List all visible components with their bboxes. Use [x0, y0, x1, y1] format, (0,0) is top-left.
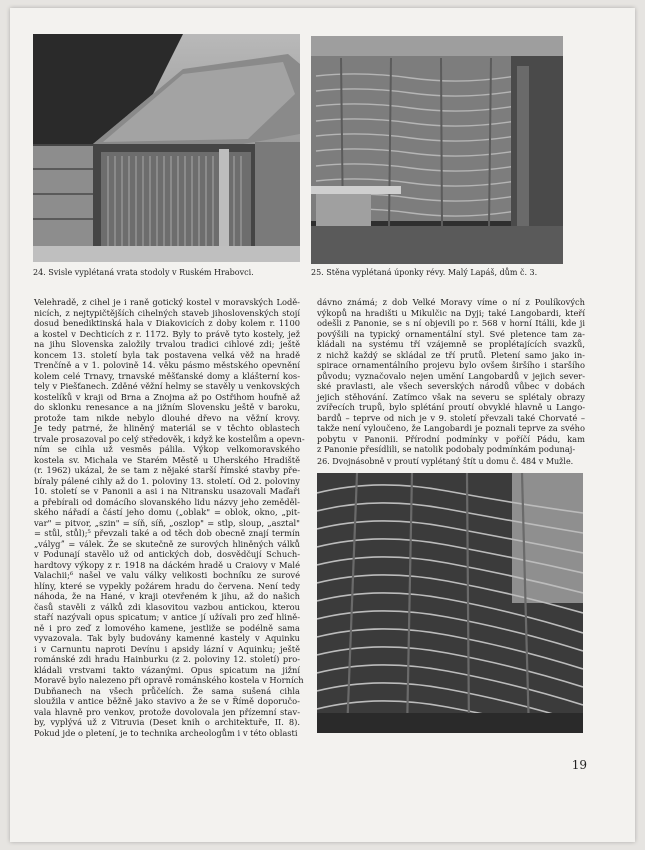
text-line: nicích, z nejtypičtějších cihelných staveb jihoslovenských stojí: [34, 307, 300, 318]
text-line: kolem celé Trnavy, trnavské měšťanské domy a klášterní kos-: [34, 370, 300, 381]
woven-gable-image: [317, 473, 583, 733]
text-line: hardtovy výkopy z r. 1918 na dáckém hradě u Craiovy v Malé: [34, 559, 300, 570]
text-line: zvířecích trupů, bylo splétání proutí obvyklé hlavně u Lango-: [317, 402, 585, 412]
text-line: bardů – teprve od nich je v 9. století převzali také Chorvaté –: [317, 412, 585, 423]
text-line: odešli z Panonie, se s ní objevili po r. 568 v horní Itálii, kde ji: [317, 318, 585, 328]
text-line: Moravě bylo nalezeno při opravě románského kostela v Horních: [34, 675, 304, 685]
left-text-column: [34, 297, 305, 738]
text-line: dosud benediktinská hala v Diakovicích z doby kolem r. 1100: [34, 318, 300, 328]
text-line: (r. 1962) ukázal, že se tam z nějaké starší římské stavby pře-: [34, 465, 300, 475]
text-line: z nichž každý se skládal ze tří prutů. Pletení samo jako in-: [317, 349, 585, 360]
caption-25: 25. Stěna vyplétaná úponky révy. Malý Lapáš, dům č. 3.: [311, 268, 538, 277]
text-line: románské zdi hradu Hainburku (z 2. poloviny 12. století) pro-: [34, 654, 300, 664]
text-line: původu; vyznačovalo nejen umění Langobardů v jejich sever-: [317, 370, 585, 381]
photo-vine-wall: [311, 36, 563, 264]
text-line: kostela sv. Michala ve Starém Městě u Uherského Hradiště: [34, 454, 300, 465]
text-line: i v Carnuntu naproti Devínu i apsidy lázní v Aquinku; ještě: [34, 643, 300, 654]
text-line: vala hlavně pro venkov, protože dovolovala jen přízemní stav-: [34, 706, 300, 717]
caption-24: 24. Svisle vyplétaná vrata stodoly v Ruském Hrabovci.: [33, 268, 254, 277]
photo-woven-gable: [317, 473, 583, 733]
text-line: tely v Piešťanech. Zděné věžní helmy se stavěly u venkovských: [34, 381, 300, 391]
page-number: 19: [571, 758, 587, 772]
text-line: = stůl, stůl);⁵ převzali také a od těch dob obecně znají termín: [34, 528, 300, 538]
text-line: na jihu Slovenska založily trvalou tradici cihlové zdi; ještě: [34, 339, 300, 349]
text-line: vyvazovala. Tak byly budovány kamenné kastely v Aquinku: [34, 633, 300, 643]
text-line: spirace ornamentálního projevu bylo ovšem širšího i staršího: [317, 360, 585, 370]
text-line: a přebírali od domácího slovanského lidu názvy jeho zeměděl-: [34, 496, 300, 507]
vine-wall-image: [311, 36, 563, 264]
text-line: Velehradě, z cihel je i raně gotický kostel v moravských Lodě-: [34, 297, 300, 307]
text-line: ského nářadí a částí jeho domu („oblak" = oblok, okno, „pit-: [34, 507, 300, 517]
text-line: Trenčíně a v 1. polovině 14. věku pásmo městského opevnění: [34, 360, 300, 370]
barn-gate-image: [33, 34, 300, 262]
text-line: hlíny, které se vypekly požárem hradu do červena. Není tedy: [34, 580, 300, 591]
text-line: Je tedy patrné, že hliněný materiál se v těchto oblastech: [34, 423, 300, 433]
text-line: výkopů na hradišti u Mikulčic na Dyji; také Langobardi, kteří: [317, 307, 585, 318]
text-line: kostelíků v kraji od Brna a Znojma až po Ostřihom houfně až: [34, 391, 300, 402]
text-line: bíraly pálené cihly až do 1. poloviny 13. století. Od 2. poloviny: [34, 475, 300, 486]
text-line: povýšili na typický ornamentální styl. Své pletence tam za-: [317, 328, 585, 339]
caption-26: 26. Dvojnásobně v proutí vyplétaný štít u domu č. 484 v Mužle.: [317, 457, 574, 466]
text-line: kládali na systému tří vzájemně se proplétajících svazků,: [317, 339, 585, 349]
text-line: dávno známá; z dob Velké Moravy víme o ní z Poulíkových: [317, 297, 585, 307]
text-line: z Panonie přesídlili, se natolik podobaly podmínkám podunaj-: [317, 444, 576, 454]
photo-barn-gate: [33, 34, 300, 262]
text-line: ním se cihla už vesměs pálila. Výkop velkomoravského: [34, 444, 300, 454]
text-line: trvale prosazoval po celý středověk, i když ke kostelům a opevn-: [34, 433, 305, 444]
text-line: sloužila v antice běžně jako stavivo a že se v Římě doporučo-: [34, 696, 300, 706]
text-line: do sklonku renesance a na jižním Slovensku ještě v baroku,: [34, 402, 300, 412]
text-line: takže není vyloučeno, že Langobardi je poznali teprve za svého: [317, 423, 585, 433]
text-line: „válygˮ = válek. Že se skutečně ze surových hliněných válků: [34, 538, 300, 549]
text-line: protože tam nikde nebylo dlouhé dřevo na věžní krovy.: [34, 412, 300, 423]
text-line: ně i pro zeď z lomového kamene, jestliže se podélně sama: [34, 622, 300, 633]
text-line: ské pravlasti, ale všech severských národů vůbec v dobách: [317, 381, 585, 391]
text-line: jejich stěhování. Zatímco však na severu se splétaly obrazy: [317, 391, 585, 402]
right-text-column: [317, 297, 585, 455]
text-line: a kostel v Dechticích z r. 1172. Byly to právě tyto kostely, jež: [34, 328, 300, 339]
book-page: [10, 8, 635, 842]
text-line: kládali vrstvami takto vázanými. Opus spicatum na jižní: [34, 664, 300, 675]
text-line: var" = pitvor, „szin" = síň, síň, „oszlop" = stlp, sloup, „asztal": [34, 517, 300, 528]
text-line: pobytu v Panonii. Přírodní podmínky v poříčí Pádu, kam: [317, 433, 585, 444]
text-line: staří nazývali opus spicatum; v antice jí užívali pro zeď hlině-: [34, 612, 300, 622]
text-line: v Podunají stavělo už od antických dob, dosvědčují Schuch-: [34, 549, 300, 559]
text-line: koncem 13. století byla tak postavena velká věž na hradě: [34, 349, 300, 360]
text-line: 10. století se v Panonii a asi i na Nitransku usazovali Maďaři: [34, 486, 300, 496]
text-line: Pokud jde o pletení, je to technika archeologům i v této oblasti: [34, 727, 298, 738]
text-line: náhoda, že na Hané, v kraji otevřeném k jihu, až do našich: [34, 591, 300, 601]
text-line: Dubňanech na všech průčelích. Že sama sušená cihla: [34, 685, 300, 696]
text-line: časů stavěli z válků zdi klasovitou vazbou antickou, kterou: [34, 601, 300, 612]
text-line: by, vyplývá už z Vitruvia (Deset knih o architektuře, II. 8).: [34, 717, 300, 727]
text-line: Valachii;⁶ našel ve valu války velikosti bochníku ze surové: [34, 570, 300, 580]
